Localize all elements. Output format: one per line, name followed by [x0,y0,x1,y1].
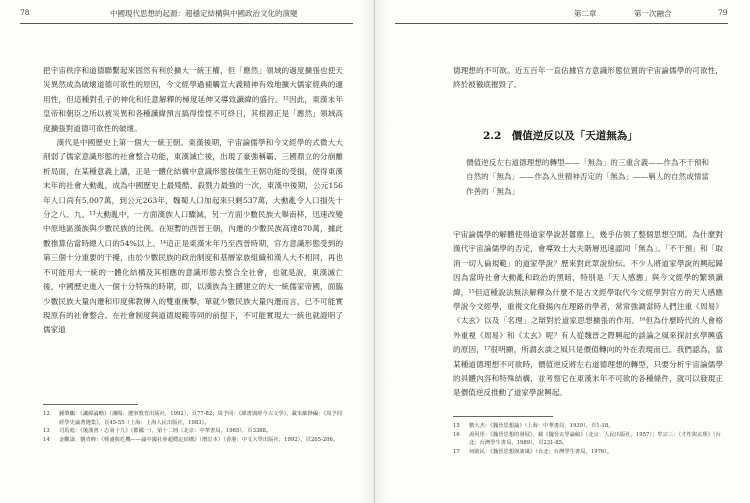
header-rule-right [395,23,728,24]
page-number-left: 78 [20,8,30,17]
paragraph: 把宇宙秩序和道德聯繫起來固然有利於擴大一統王權，但「應然」領域的過度擴張也使天災異然成為破壞道德可欲性的原因，今文經學過補觸宣大義精神有效地擴大儒家經典的適用性，但這種對孔子的神化和任意解釋的極度延伸又導致讖緯的盛行。¹²因此，東漢末年皇帝和朝臣之所以被災異和各種讖緯預言搞得惶惶不可終日，其根源正是「應然」領域高度擴張對道德可欲性的破壞。 [43,66,343,133]
footnote-number: 14 [43,436,50,443]
footnote-number: 17 [453,448,460,455]
footnote [43,436,343,445]
footnote-text: 鍾肇鵬：《讖緯論略》（瀋陽：遼寧教育出版社，1992），頁77-82；周予同：《緯書與經今古文學》，載朱維錚編：《周予同經學史論著選集》，頁45-55（上海：上海人民出版社，1983）。 [59,411,342,426]
footnotes-left [43,410,343,444]
footnote [453,448,723,457]
right-body [453,228,723,401]
footnote [453,431,723,448]
header-rule-left [20,23,353,24]
paragraph: 漢代是中國歷史上第一個大一統王朝。東漢後期，宇宙論儒學和今文經學的式微大大削弱了儒家意識形態的社會整合功能，東漢滅亡後，出現了豪強稱霸、三國鼎立的分崩離析局面，在某種意義上講，正是一體化結構中意識形態按儒生王朝功能的受損，使得東漢末年的社會大動亂，成為中國歷史上最殘酷、殺戮力最強的一次，東漢中後期，公元156年人口尚有5,007萬，到公元263年，魏蜀人口加起來只剩537萬，大動亂令人口損失十分之八、九。¹³大動亂中，一方面漢族人口驟減，另一方面少數民族大舉南移，迅速改變中原地區漢族與少數民族的比例。在短暫的西晉王朝，內遷的少數民族高達870萬，據此數推算佔當時總人口的54%以上。¹⁴這正是東漢末年乃至西晉時期，官方意識形態受到的第三個十分重要的干擾，由於少數民族的政治制度和基層家族組織和漢人大不相同，再也不可能用大一統的一體化結構及其相應的意識形態去整合全社會，也就是說，東漢滅亡後，中國歷史進入一個十分特殊的時期，即，以漢族為主體建立的大一統儒家帝國，面臨少數民族大量內遷和印度佛教傳入的雙重衝擊，單就少數民族大量內遷而言，已不可能實現原有的社會整合。在社會制度與道德規範等同的前提下，不可能實現大一統也就證明了儒家道 [43,138,343,335]
footnote-number: 12 [43,411,50,417]
footnote [43,427,343,436]
footnote-number: 13 [43,428,50,435]
section-heading: 2.2 價值逆反以及「天道無為」 [483,130,638,142]
running-head-right: 第一次融合 [634,9,672,18]
paragraph: 宇宙論儒學的解體使得道家學說甚囂塵上，幾乎佔領了整個思想空間。為什麼對漢代宇宙論儒學的否定，會導致士大夫階層迅速認同「無為」、「不干預」和「取消一切人倫規範」的道家學說？歷來對此眾說紛紜。不少人將道家學說的興起歸因為當時社會大動亂和政治的黑暗，特別是「天人感應」與今文經學的繁瑣讖緯，¹⁵但這種說法無法解釋為什麼不是古文經學取代今文經學對官方的天人感應學說今文經學，重視文化發揚內在理路的學者，常常強調當時人們注重《周易》《太玄》以及「名理」之辯對於道家思想擴張的作用。¹⁶但為什麼時代的人會格外重視《周易》和《太玄》呢？有人從魏晉之際興起的談論之風來探討玄學興盛的原因，¹⁷很明顯，所謂玄談之風只是價值轉向的外在表現而已。我們認為，當某種道德理想不可欲時，價值逆反將左右道德理想的轉型，只要分析宇宙論儒學的具體內容和特殊結構，並考察它在東漢末年不可欲的各種條件，就可以發現正是價值逆反推動了道家學說興起。 [453,230,723,398]
footnote-rule-right [453,416,553,417]
footnote-number: 16 [453,431,460,438]
footnote-number: 15 [453,423,460,429]
page-number-right: 79 [718,8,728,17]
paragraph: 德理想的不可欲。近五百年一直佔據官方意識形態位置的宇宙論儒學的可欲性，終於被徹底摧毀了。 [453,66,723,90]
footnote-text: 司馬彪：《後漢書・志第十九》（郡國一），第十二冊（北京：中華書局，1965），頁3388。 [59,428,272,435]
footnote-text: 劉大杰：《魏晉思想論》（上海：中華書局，1939），頁1-18。 [469,423,614,429]
running-head-chapter: 第二章 [574,9,597,18]
footnote [453,422,723,431]
footnote-text: 湯用彤：《魏晉思想的發展》，載《魏晉玄學論稿》（北京：人民出版社，1957）；牟宗三：《才性與玄理》（台北：台灣學生書局，1989），頁231-85。 [469,431,721,447]
right-top-paragraph [453,64,723,93]
footnote-text: 何啟民：《魏晉思想與談風》（台北：台灣學生書局，1976）。 [469,448,613,455]
running-head-left: 中國現代思想的起源：超穩定結構與中國政治文化的演變 [110,9,298,18]
footnote-text: 金觀濤、劉青峰：《興盛與危機——論中國社會超穩定結構》（增訂本）（香港：中文大學出版社，1992），頁205-206。 [59,436,339,443]
footnote-rule-left [43,404,138,405]
footnote [43,410,343,427]
footnotes-right [453,422,723,456]
left-body [43,64,343,338]
section-epigraph: 價值逆反左右道德理想的轉型——「無為」的三重含義——作為不干預和自然的「無為」——作為入世精神否定的「無為」——稱人的自然或情當作善的「無為」 [466,158,709,196]
